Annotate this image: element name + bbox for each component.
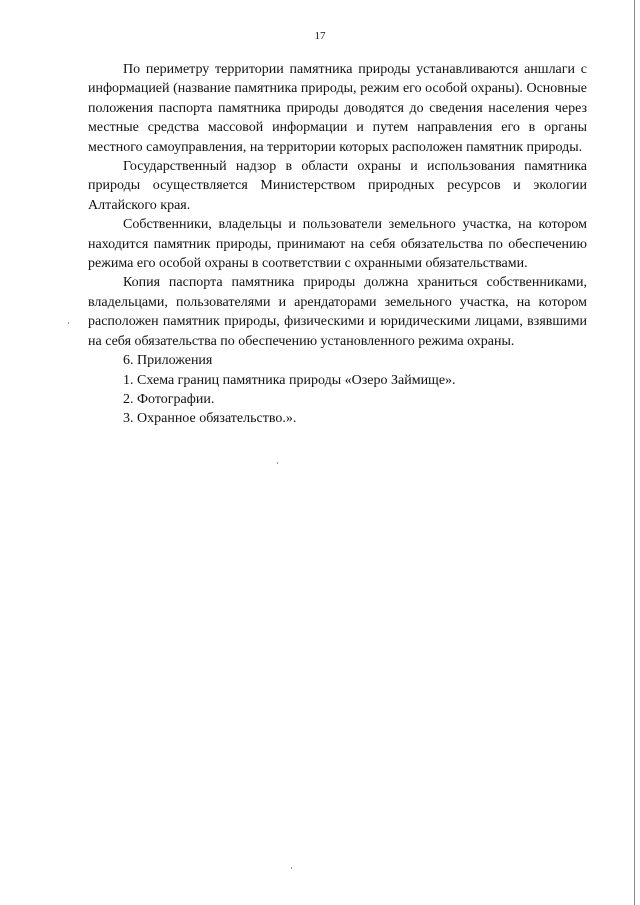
appendix-item-photos: 2. Фотографии.: [123, 391, 215, 407]
appendix-list: [88, 371, 587, 429]
scan-speck: [277, 462, 278, 464]
paragraph-signage: По периметру территории памятника природы устанавливаются аншлаги с информацией (название памятника природы, режим его особой охраны). Основные положения паспорта памятника природы доводятся до сведения населения через местные средства массовой информации и путем направления его в органы местного самоуправления, на территории которых расположен памятник природы.: [88, 62, 587, 155]
appendix-item-scheme: 1. Схема границ памятника природы «Озеро Займище».: [123, 372, 456, 388]
paragraph-passport-copy: Копия паспорта памятника природы должна храниться собственниками, владельцами, пользователями и арендаторами земельного участка, на котором расположен памятник природы, физическими и юридическими лицами, взявшими на себя обязательства по обеспечению установленного режима охраны.: [88, 275, 587, 349]
page-number: 17: [314, 30, 326, 42]
scan-speck: [291, 867, 292, 869]
appendix-item-obligation: 3. Охранное обязательство.».: [123, 411, 297, 427]
section-heading-appendices: 6. Приложения: [123, 353, 213, 369]
paragraph-owners-obligations: Собственники, владельцы и пользователи земельного участка, на котором находится памятник природы, принимают на себя обязательства по обеспечению режима его особой охраны в соответствии с охранными обязательствами.: [88, 217, 587, 272]
scan-edge-line: [634, 0, 635, 905]
scan-speck: [68, 322, 69, 324]
document-body: [88, 60, 587, 429]
paragraph-state-supervision: Государственный надзор в области охраны и использования памятника природы осуществляется Министерством природных ресурсов и экологии Алтайского края.: [88, 159, 587, 213]
